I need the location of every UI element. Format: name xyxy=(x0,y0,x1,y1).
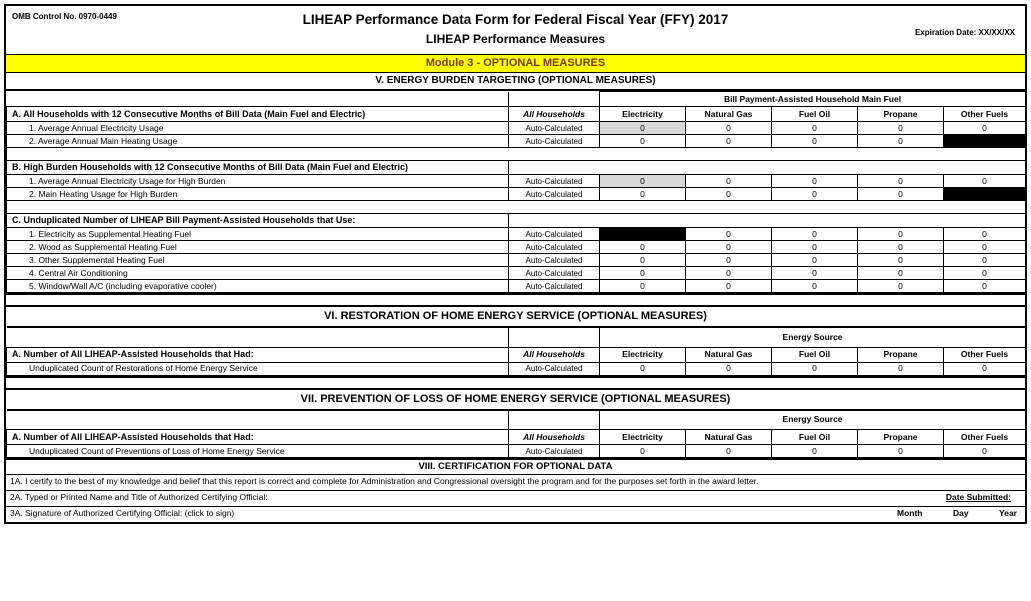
col-header-propane: Propane xyxy=(858,430,944,445)
spacer-row xyxy=(7,148,1026,161)
value-cell-natural-gas[interactable]: 0 xyxy=(686,135,772,148)
energy-burden-table xyxy=(6,91,1026,293)
value-cell-natural-gas[interactable]: 0 xyxy=(686,362,772,375)
heading-a-label: A. Number of All LIHEAP-Assisted Households that Had: xyxy=(7,347,509,362)
value-cell-electricity[interactable]: 0 xyxy=(600,175,686,188)
auto-calculated-cell: Auto-Calculated xyxy=(509,267,600,280)
auto-calculated-cell: Auto-Calculated xyxy=(509,135,600,148)
value-cell-fuel-oil[interactable]: 0 xyxy=(772,188,858,201)
row-label: 3. Other Supplemental Heating Fuel xyxy=(7,254,509,267)
value-cell-other-fuels-blocked xyxy=(944,135,1026,148)
section-divider xyxy=(6,293,1025,307)
table-row xyxy=(7,254,1026,267)
value-cell-other-fuels[interactable]: 0 xyxy=(944,241,1026,254)
auto-calculated-cell: Auto-Calculated xyxy=(509,280,600,293)
col-header-natural-gas: Natural Gas xyxy=(686,430,772,445)
value-cell-natural-gas[interactable]: 0 xyxy=(686,445,772,458)
value-cell-electricity[interactable]: 0 xyxy=(600,122,686,135)
month-label: Month xyxy=(897,508,923,518)
col-header-other-fuels: Other Fuels xyxy=(944,430,1026,445)
spacer-row xyxy=(7,201,1026,214)
restoration-group-header-row xyxy=(7,327,1026,347)
row-label: 1. Electricity as Supplemental Heating Fuel xyxy=(7,228,509,241)
value-cell-electricity[interactable]: 0 xyxy=(600,188,686,201)
value-cell-electricity[interactable]: 0 xyxy=(600,254,686,267)
value-cell-propane[interactable]: 0 xyxy=(858,135,944,148)
expiration-date: Expiration Date: XX/XX/XX xyxy=(914,28,1015,37)
auto-calculated-cell: Auto-Calculated xyxy=(509,241,600,254)
row-label: 5. Window/Wall A/C (including evaporative cooler) xyxy=(7,280,509,293)
col-header-all-households: All Households xyxy=(509,347,600,362)
table-row xyxy=(7,228,1026,241)
table-row xyxy=(7,445,1026,458)
prevention-heading-a xyxy=(7,430,1026,445)
value-cell-natural-gas[interactable]: 0 xyxy=(686,175,772,188)
auto-calculated-cell: Auto-Calculated xyxy=(509,228,600,241)
section-v-title: V. ENERGY BURDEN TARGETING (OPTIONAL MEASURES) xyxy=(6,73,1025,91)
value-cell-fuel-oil[interactable]: 0 xyxy=(772,280,858,293)
col-header-other-fuels: Other Fuels xyxy=(944,347,1026,362)
value-cell-fuel-oil[interactable]: 0 xyxy=(772,122,858,135)
col-header-electricity: Electricity xyxy=(600,430,686,445)
heading-a-label: A. Number of All LIHEAP-Assisted Households that Had: xyxy=(7,430,509,445)
form-title: LIHEAP Performance Data Form for Federal Fiscal Year (FFY) 2017 xyxy=(302,12,729,27)
energy-burden-heading-c xyxy=(7,214,1026,228)
value-cell-electricity[interactable]: 0 xyxy=(600,280,686,293)
col-header-propane: Propane xyxy=(858,107,944,122)
value-cell-natural-gas[interactable]: 0 xyxy=(686,122,772,135)
heading-c-label: C. Unduplicated Number of LIHEAP Bill Payment-Assisted Households that Use: xyxy=(7,214,509,228)
value-cell-electricity-blocked xyxy=(600,228,686,241)
value-cell-natural-gas[interactable]: 0 xyxy=(686,267,772,280)
form-subtitle: LIHEAP Performance Measures xyxy=(425,32,606,46)
value-cell-natural-gas[interactable]: 0 xyxy=(686,188,772,201)
auto-calculated-cell: Auto-Calculated xyxy=(509,362,600,375)
row-label: Unduplicated Count of Restorations of Home Energy Service xyxy=(7,362,509,375)
auto-calculated-cell: Auto-Calculated xyxy=(509,122,600,135)
value-cell-propane[interactable]: 0 xyxy=(858,188,944,201)
form-sheet xyxy=(4,4,1027,524)
value-cell-fuel-oil[interactable]: 0 xyxy=(772,135,858,148)
value-cell-electricity[interactable]: 0 xyxy=(600,445,686,458)
group-header-energy-source: Energy Source xyxy=(600,410,1026,430)
signature-label: 3A. Signature of Authorized Certifying Official: (click to sign) xyxy=(10,508,235,518)
value-cell-fuel-oil[interactable]: 0 xyxy=(772,241,858,254)
col-header-electricity: Electricity xyxy=(600,347,686,362)
value-cell-electricity[interactable]: 0 xyxy=(600,267,686,280)
restoration-table xyxy=(6,326,1026,376)
value-cell-fuel-oil[interactable]: 0 xyxy=(772,228,858,241)
section-vii-title: VII. PREVENTION OF LOSS OF HOME ENERGY SERVICE (OPTIONAL MEASURES) xyxy=(300,392,731,405)
value-cell-propane[interactable]: 0 xyxy=(858,241,944,254)
col-header-natural-gas: Natural Gas xyxy=(686,347,772,362)
value-cell-propane[interactable]: 0 xyxy=(858,445,944,458)
auto-calculated-cell: Auto-Calculated xyxy=(509,254,600,267)
date-fields xyxy=(897,508,1017,518)
value-cell-propane[interactable]: 0 xyxy=(858,267,944,280)
row-label: 1. Average Annual Electricity Usage for High Burden xyxy=(7,175,509,188)
table-row xyxy=(7,280,1026,293)
value-cell-fuel-oil[interactable]: 0 xyxy=(772,445,858,458)
auto-calculated-cell: Auto-Calculated xyxy=(509,445,600,458)
col-header-fuel-oil: Fuel Oil xyxy=(772,430,858,445)
section-viii-title: VIII. CERTIFICATION FOR OPTIONAL DATA xyxy=(6,458,1025,475)
col-header-propane: Propane xyxy=(858,347,944,362)
restoration-heading-a xyxy=(7,347,1026,362)
row-label: 2. Main Heating Usage for High Burden xyxy=(7,188,509,201)
module-banner: Module 3 - OPTIONAL MEASURES xyxy=(6,55,1025,73)
value-cell-propane[interactable]: 0 xyxy=(858,122,944,135)
value-cell-fuel-oil[interactable]: 0 xyxy=(772,254,858,267)
col-header-other-fuels: Other Fuels xyxy=(944,107,1026,122)
table-row xyxy=(7,362,1026,375)
value-cell-propane[interactable]: 0 xyxy=(858,362,944,375)
prevention-group-header-row xyxy=(7,410,1026,430)
date-submitted-label: Date Submitted: xyxy=(945,492,1011,502)
table-row xyxy=(7,267,1026,280)
value-cell-natural-gas[interactable]: 0 xyxy=(686,254,772,267)
group-header-energy-source: Energy Source xyxy=(600,327,1026,347)
certifying-official-name-label: 2A. Typed or Printed Name and Title of Authorized Certifying Official: xyxy=(10,492,268,502)
prevention-table xyxy=(6,409,1026,459)
omb-control-number: OMB Control No. 0970-0449 xyxy=(12,12,117,21)
row-label: 4. Central Air Conditioning xyxy=(7,267,509,280)
col-header-fuel-oil: Fuel Oil xyxy=(772,107,858,122)
table-row xyxy=(7,122,1026,135)
table-row xyxy=(7,188,1026,201)
energy-burden-heading-b xyxy=(7,161,1026,175)
value-cell-electricity[interactable]: 0 xyxy=(600,362,686,375)
table-row xyxy=(7,175,1026,188)
energy-burden-group-header-row xyxy=(7,92,1026,107)
col-header-all-households: All Households xyxy=(509,107,600,122)
value-cell-natural-gas[interactable]: 0 xyxy=(686,241,772,254)
value-cell-other-fuels[interactable]: 0 xyxy=(944,254,1026,267)
value-cell-other-fuels[interactable]: 0 xyxy=(944,445,1026,458)
value-cell-electricity[interactable]: 0 xyxy=(600,241,686,254)
group-header-main-fuel: Bill Payment-Assisted Household Main Fuel xyxy=(600,92,1026,107)
value-cell-propane[interactable]: 0 xyxy=(858,175,944,188)
heading-b-label: B. High Burden Households with 12 Consecutive Months of Bill Data (Main Fuel and Electric) xyxy=(7,161,509,175)
value-cell-other-fuels[interactable]: 0 xyxy=(944,267,1026,280)
row-label: Unduplicated Count of Preventions of Loss of Home Energy Service xyxy=(7,445,509,458)
table-row xyxy=(7,241,1026,254)
value-cell-fuel-oil[interactable]: 0 xyxy=(772,267,858,280)
value-cell-fuel-oil[interactable]: 0 xyxy=(772,362,858,375)
heading-a-label: A. All Households with 12 Consecutive Months of Bill Data (Main Fuel and Electric) xyxy=(7,107,509,122)
row-label: 1. Average Annual Electricity Usage xyxy=(7,122,509,135)
value-cell-natural-gas[interactable]: 0 xyxy=(686,280,772,293)
form-header xyxy=(6,6,1025,55)
col-header-electricity: Electricity xyxy=(600,107,686,122)
value-cell-other-fuels[interactable]: 0 xyxy=(944,228,1026,241)
value-cell-other-fuels[interactable]: 0 xyxy=(944,122,1026,135)
auto-calculated-cell: Auto-Calculated xyxy=(509,188,600,201)
value-cell-other-fuels-blocked xyxy=(944,188,1026,201)
col-header-all-households: All Households xyxy=(509,430,600,445)
value-cell-propane[interactable]: 0 xyxy=(858,228,944,241)
section-vi-title: VI. RESTORATION OF HOME ENERGY SERVICE (OPTIONAL MEASURES) xyxy=(324,310,707,322)
value-cell-electricity[interactable]: 0 xyxy=(600,135,686,148)
auto-calculated-cell: Auto-Calculated xyxy=(509,175,600,188)
value-cell-fuel-oil[interactable]: 0 xyxy=(772,175,858,188)
value-cell-natural-gas[interactable]: 0 xyxy=(686,228,772,241)
year-label: Year xyxy=(999,508,1017,518)
certification-statement: 1A. I certify to the best of my knowledge and belief that this report is correct and complete for Administration and Congressional oversight the program and for the purposes set forth in the award letter. xyxy=(6,475,1025,491)
col-header-fuel-oil: Fuel Oil xyxy=(772,347,858,362)
value-cell-propane[interactable]: 0 xyxy=(858,280,944,293)
section-divider xyxy=(6,376,1025,390)
table-row xyxy=(7,135,1026,148)
value-cell-propane[interactable]: 0 xyxy=(858,254,944,267)
certifying-official-signature-line[interactable] xyxy=(6,507,1025,522)
value-cell-other-fuels[interactable]: 0 xyxy=(944,175,1026,188)
col-header-natural-gas: Natural Gas xyxy=(686,107,772,122)
day-label: Day xyxy=(952,508,969,518)
value-cell-other-fuels[interactable]: 0 xyxy=(944,280,1026,293)
certifying-official-name-line[interactable] xyxy=(6,491,1025,507)
row-label: 2. Average Annual Main Heating Usage xyxy=(7,135,509,148)
row-label: 2. Wood as Supplemental Heating Fuel xyxy=(7,241,509,254)
energy-burden-heading-a xyxy=(7,107,1026,122)
value-cell-other-fuels[interactable]: 0 xyxy=(944,362,1026,375)
